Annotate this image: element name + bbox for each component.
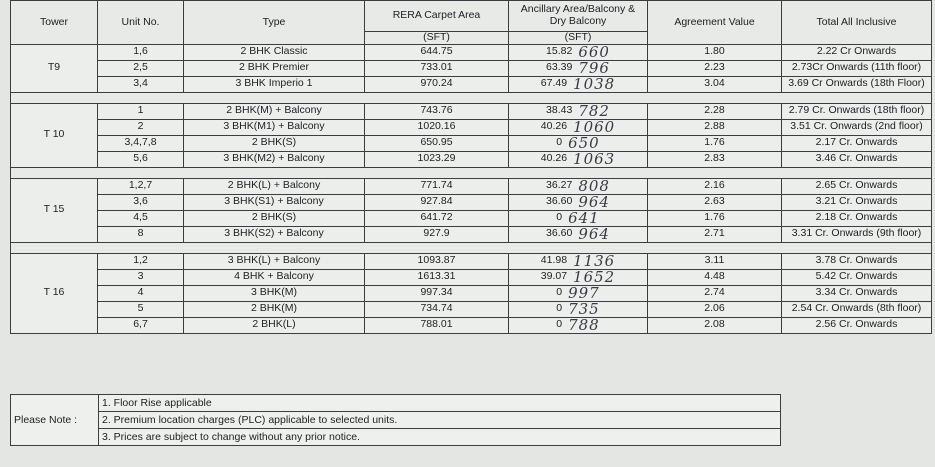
unit-no: 8 <box>98 226 184 242</box>
handwritten-total-area: 788 <box>568 317 600 334</box>
ancillary-area: 39.07 <box>540 270 568 283</box>
agreement-value: 1.80 <box>648 44 782 60</box>
unit-no: 6,7 <box>98 317 184 333</box>
carpet-area: 650.95 <box>365 135 509 151</box>
handwritten-total-area: 735 <box>568 301 600 318</box>
table-row <box>11 76 932 92</box>
agreement-value: 4.48 <box>648 269 782 285</box>
table-row <box>11 178 932 194</box>
agreement-value: 3.04 <box>648 76 782 92</box>
ancillary-area-cell <box>509 178 648 194</box>
unit-no: 4,5 <box>98 210 184 226</box>
ancillary-area-cell <box>509 151 648 167</box>
handwritten-total-area: 1063 <box>573 151 616 168</box>
note-label: Please Note : <box>11 395 99 446</box>
header-tower: Tower <box>11 1 98 45</box>
unit-type: 3 BHK(M1) + Balcony <box>184 119 365 135</box>
header-total: Total All Inclusive <box>782 1 932 45</box>
total-inclusive: 2.22 Cr Onwards <box>782 44 932 60</box>
table-row <box>11 60 932 76</box>
unit-type: 2 BHK(M) <box>184 301 365 317</box>
carpet-area: 927.9 <box>365 226 509 242</box>
tower-separator <box>11 92 932 103</box>
note-item: 2. Premium location charges (PLC) applicable to selected units. <box>99 412 781 429</box>
carpet-area: 927.84 <box>365 194 509 210</box>
header-type: Type <box>184 1 365 45</box>
total-inclusive: 3.31 Cr. Onwards (9th floor) <box>782 226 932 242</box>
ancillary-area: 40.26 <box>540 152 568 165</box>
ancillary-area-cell <box>509 135 648 151</box>
ancillary-area: 63.39 <box>546 61 573 74</box>
total-inclusive: 2.73Cr Onwards (11th floor) <box>782 60 932 76</box>
unit-type: 2 BHK(L) + Balcony <box>184 178 365 194</box>
total-inclusive: 2.17 Cr. Onwards <box>782 135 932 151</box>
unit-no: 3,4,7,8 <box>98 135 184 151</box>
table-row <box>11 151 932 167</box>
ancillary-area: 0 <box>556 302 563 315</box>
price-table <box>10 0 932 334</box>
ancillary-area-cell <box>509 226 648 242</box>
tower-name: T 10 <box>11 103 98 167</box>
total-inclusive: 5.42 Cr. Onwards <box>782 269 932 285</box>
handwritten-total-area: 808 <box>578 178 610 195</box>
agreement-value: 2.88 <box>648 119 782 135</box>
handwritten-total-area: 796 <box>578 60 610 77</box>
agreement-value: 2.71 <box>648 226 782 242</box>
total-inclusive: 2.65 Cr. Onwards <box>782 178 932 194</box>
table-row <box>11 119 932 135</box>
ancillary-area: 0 <box>556 136 563 149</box>
table-row <box>11 210 932 226</box>
header-unit: Unit No. <box>98 1 184 45</box>
handwritten-total-area: 1038 <box>573 76 616 93</box>
handwritten-total-area: 1652 <box>573 269 616 286</box>
agreement-value: 3.11 <box>648 253 782 269</box>
unit-no: 1 <box>98 103 184 119</box>
unit-type: 4 BHK + Balcony <box>184 269 365 285</box>
tower-separator <box>11 242 932 253</box>
table-row <box>11 285 932 301</box>
handwritten-total-area: 650 <box>568 135 600 152</box>
agreement-value: 2.83 <box>648 151 782 167</box>
handwritten-total-area: 964 <box>578 194 610 211</box>
handwritten-total-area: 964 <box>578 226 610 243</box>
tower-separator <box>11 167 932 178</box>
carpet-area: 970.24 <box>365 76 509 92</box>
ancillary-area: 0 <box>556 286 563 299</box>
table-row <box>11 103 932 119</box>
table-row <box>11 194 932 210</box>
ancillary-area: 36.60 <box>546 227 573 240</box>
unit-type: 3 BHK Imperio 1 <box>184 76 365 92</box>
total-inclusive: 2.79 Cr. Onwards (18th floor) <box>782 103 932 119</box>
unit-type: 3 BHK(L) + Balcony <box>184 253 365 269</box>
agreement-value: 2.06 <box>648 301 782 317</box>
carpet-area: 1093.87 <box>365 253 509 269</box>
agreement-value: 2.28 <box>648 103 782 119</box>
total-inclusive: 3.78 Cr. Onwards <box>782 253 932 269</box>
agreement-value: 2.63 <box>648 194 782 210</box>
unit-type: 2 BHK Premier <box>184 60 365 76</box>
carpet-area: 1023.29 <box>365 151 509 167</box>
unit-no: 2 <box>98 119 184 135</box>
handwritten-total-area: 997 <box>568 285 600 302</box>
unit-no: 5 <box>98 301 184 317</box>
header-row <box>11 1 932 32</box>
header-ancillary: Ancillary Area/Balcony & Dry Balcony <box>509 1 648 32</box>
agreement-value: 2.16 <box>648 178 782 194</box>
unit-no: 1,2,7 <box>98 178 184 194</box>
unit-type: 3 BHK(M2) + Balcony <box>184 151 365 167</box>
unit-type: 3 BHK(S2) + Balcony <box>184 226 365 242</box>
note-item: 3. Prices are subject to change without any prior notice. <box>99 429 781 446</box>
unit-type: 2 BHK Classic <box>184 44 365 60</box>
header-carpet-unit: (SFT) <box>365 32 509 45</box>
ancillary-area: 67.49 <box>540 77 568 90</box>
header-carpet: RERA Carpet Area <box>365 1 509 32</box>
note-item: 1. Floor Rise applicable <box>99 395 781 412</box>
total-inclusive: 3.69 Cr Onwards (18th Floor) <box>782 76 932 92</box>
ancillary-area-cell <box>509 119 648 135</box>
table-row <box>11 44 932 60</box>
total-inclusive: 2.54 Cr. Onwards (8th floor) <box>782 301 932 317</box>
table-row <box>11 135 932 151</box>
agreement-value: 2.74 <box>648 285 782 301</box>
unit-type: 2 BHK(M) + Balcony <box>184 103 365 119</box>
agreement-value: 1.76 <box>648 135 782 151</box>
ancillary-area-cell <box>509 269 648 285</box>
carpet-area: 733.01 <box>365 60 509 76</box>
carpet-area: 771.74 <box>365 178 509 194</box>
carpet-area: 997.34 <box>365 285 509 301</box>
total-inclusive: 3.34 Cr. Onwards <box>782 285 932 301</box>
unit-type: 3 BHK(S1) + Balcony <box>184 194 365 210</box>
separator-cell <box>11 167 932 178</box>
unit-no: 3 <box>98 269 184 285</box>
ancillary-area-cell <box>509 194 648 210</box>
ancillary-area-cell <box>509 60 648 76</box>
unit-no: 1,6 <box>98 44 184 60</box>
unit-no: 5,6 <box>98 151 184 167</box>
ancillary-area-cell <box>509 103 648 119</box>
ancillary-area: 0 <box>556 318 563 331</box>
total-inclusive: 3.21 Cr. Onwards <box>782 194 932 210</box>
carpet-area: 734.74 <box>365 301 509 317</box>
table-row <box>11 269 932 285</box>
handwritten-total-area: 1060 <box>573 119 616 136</box>
ancillary-area-cell <box>509 317 648 333</box>
header-agreement: Agreement Value <box>648 1 782 45</box>
total-inclusive: 2.18 Cr. Onwards <box>782 210 932 226</box>
unit-no: 3,4 <box>98 76 184 92</box>
ancillary-area: 36.27 <box>546 179 573 192</box>
tower-name: T 15 <box>11 178 98 242</box>
table-row <box>11 317 932 333</box>
unit-no: 2,5 <box>98 60 184 76</box>
ancillary-area-cell <box>509 253 648 269</box>
table-row <box>11 253 932 269</box>
tower-name: T 16 <box>11 253 98 333</box>
ancillary-area: 15.82 <box>546 45 573 58</box>
separator-cell <box>11 92 932 103</box>
total-inclusive: 2.56 Cr. Onwards <box>782 317 932 333</box>
separator-cell <box>11 242 932 253</box>
handwritten-total-area: 641 <box>568 210 600 227</box>
ancillary-area: 0 <box>556 211 563 224</box>
unit-type: 2 BHK(S) <box>184 210 365 226</box>
price-sheet <box>10 0 931 443</box>
agreement-value: 2.08 <box>648 317 782 333</box>
ancillary-area: 41.98 <box>540 254 568 267</box>
agreement-value: 2.23 <box>648 60 782 76</box>
unit-type: 3 BHK(M) <box>184 285 365 301</box>
table-row <box>11 301 932 317</box>
carpet-area: 644.75 <box>365 44 509 60</box>
carpet-area: 1020.16 <box>365 119 509 135</box>
total-inclusive: 3.46 Cr. Onwards <box>782 151 932 167</box>
tower-name: T9 <box>11 44 98 92</box>
agreement-value: 1.76 <box>648 210 782 226</box>
carpet-area: 743.76 <box>365 103 509 119</box>
ancillary-area: 36.60 <box>546 195 573 208</box>
handwritten-total-area: 660 <box>578 44 610 61</box>
table-row <box>11 226 932 242</box>
handwritten-total-area: 782 <box>578 103 610 120</box>
note-box <box>10 394 781 446</box>
unit-no: 3,6 <box>98 194 184 210</box>
unit-no: 1,2 <box>98 253 184 269</box>
ancillary-area-cell <box>509 44 648 60</box>
carpet-area: 1613.31 <box>365 269 509 285</box>
carpet-area: 788.01 <box>365 317 509 333</box>
ancillary-area-cell <box>509 210 648 226</box>
table-body <box>11 44 932 333</box>
handwritten-total-area: 1136 <box>573 253 616 270</box>
ancillary-area: 40.26 <box>540 120 568 133</box>
carpet-area: 641.72 <box>365 210 509 226</box>
ancillary-area: 38.43 <box>546 104 573 117</box>
ancillary-area-cell <box>509 285 648 301</box>
total-inclusive: 3.51 Cr. Onwards (2nd floor) <box>782 119 932 135</box>
unit-no: 4 <box>98 285 184 301</box>
header-ancillary-unit: (SFT) <box>509 32 648 45</box>
ancillary-area-cell <box>509 76 648 92</box>
unit-type: 2 BHK(L) <box>184 317 365 333</box>
unit-type: 2 BHK(S) <box>184 135 365 151</box>
ancillary-area-cell <box>509 301 648 317</box>
